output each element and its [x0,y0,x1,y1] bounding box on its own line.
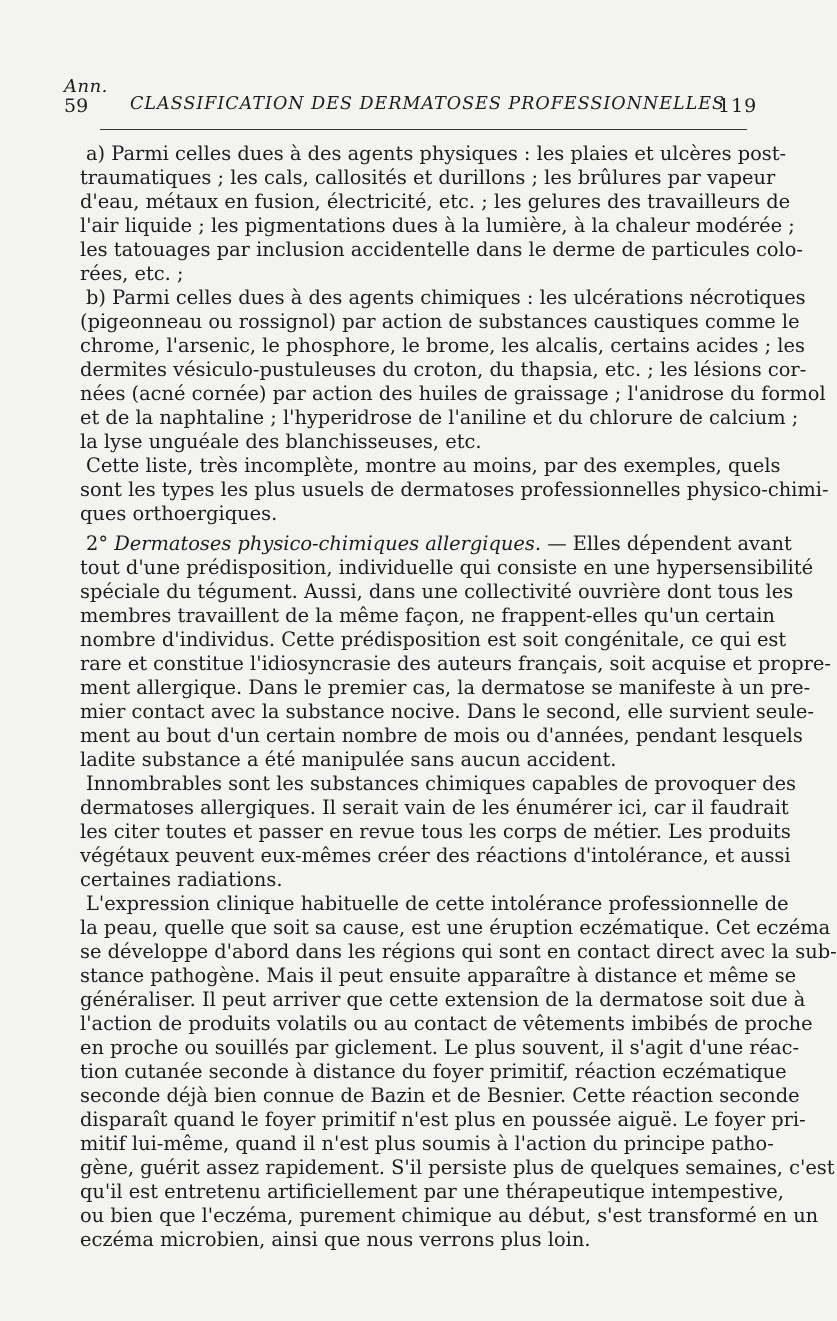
text-line: dermatoses allergiques. Il serait vain de les énumérer ici, car il faudrait [80,796,789,819]
journal-abbreviation: Ann. [64,76,108,97]
text-line: rées, etc. ; [80,262,184,285]
volume-number: 59 [64,95,89,117]
text-line: ou bien que l'eczéma, purement chimique au début, s'est transformé en un [80,1204,819,1227]
text-line: mier contact avec la substance nocive. Dans le second, elle survient seule- [80,700,814,723]
text-line: tout d'une prédisposition, individuelle qui consiste en une hypersensibilité [80,556,814,579]
text-line: la peau, quelle que soit sa cause, est une éruption eczématique. Cet eczéma [80,916,831,939]
text-line: rare et constitue l'idiosyncrasie des auteurs français, soit acquise et propre- [80,652,831,675]
text-line: végétaux peuvent eux-mêmes créer des réactions d'intolérance, et aussi [80,844,791,867]
text-line: nombre d'individus. Cette prédisposition est soit congénitale, ce qui est [80,628,787,651]
text-line: Cette liste, très incomplète, montre au moins, par des exemples, quels [86,454,781,477]
text-line: ment au bout d'un certain nombre de mois ou d'années, pendant lesquels [80,724,803,747]
text-line: chrome, l'arsenic, le phosphore, le brome, les alcalis, certains acides ; les [80,334,805,357]
text-line: stance pathogène. Mais il peut ensuite apparaître à distance et même se [80,964,797,987]
section-heading: Dermatoses physico-chimiques allergiques. [114,532,542,555]
text-line: généraliser. Il peut arriver que cette extension de la dermatose soit due à [80,988,806,1011]
section-number: 2° [86,532,109,555]
text-line: et de la naphtaline ; l'hyperidrose de l'aniline et du chlorure de calcium ; [80,406,799,429]
text-line: a) Parmi celles dues à des agents physiques : les plaies et ulcères post- [86,142,787,165]
text-line: tion cutanée seconde à distance du foyer primitif, réaction eczématique [80,1060,787,1083]
text-line: d'eau, métaux en fusion, électricité, etc. ; les gelures des travailleurs de [80,190,791,213]
text-line: les tatouages par inclusion accidentelle dans le derme de particules colo- [80,238,803,261]
text-line: (pigeonneau ou rossignol) par action de substances caustiques comme le [80,310,800,333]
running-title: CLASSIFICATION DES DERMATOSES PROFESSIONNELLES [130,94,725,114]
text-line: l'action de produits volatils ou au contact de vêtements imbibés de proche [80,1012,813,1035]
text-line: membres travaillent de la même façon, ne frappent-elles qu'un certain [80,604,775,627]
text-line: sont les types les plus usuels de dermatoses professionnelles physico-chimi- [80,478,829,501]
text-line: nées (acné cornée) par action des huiles de graissage ; l'anidrose du formol [80,382,826,405]
text-line: les citer toutes et passer en revue tous les corps de métier. Les produits [80,820,791,843]
text-line: en proche ou souillés par giclement. Le plus souvent, il s'agit d'une réac- [80,1036,800,1059]
text-line: la lyse unguéale des blanchisseuses, etc. [80,430,482,453]
section-heading-line [80,532,792,556]
page-number: 119 [718,95,758,117]
text-line: ladite substance a été manipulée sans aucun accident. [80,748,617,771]
text-line: traumatiques ; les cals, callosités et durillons ; les brûlures par vapeur [80,166,776,189]
text-line: ment allergique. Dans le premier cas, la dermatose se manifeste à un pre- [80,676,811,699]
text-line: eczéma microbien, ainsi que nous verrons plus loin. [80,1228,591,1251]
text-line: seconde déjà bien connue de Bazin et de Besnier. Cette réaction seconde [80,1084,800,1107]
text-line: certaines radiations. [80,868,283,891]
text-line: spéciale du tégument. Aussi, dans une collectivité ouvrière dont tous les [80,580,794,603]
text-line: disparaît quand le foyer primitif n'est plus en poussée aiguë. Le foyer pri- [80,1108,806,1131]
text-line: b) Parmi celles dues à des agents chimiques : les ulcérations nécrotiques [86,286,806,309]
text-line: mitif lui-même, quand il n'est plus soumis à l'action du principe patho- [80,1132,774,1155]
text-line: L'expression clinique habituelle de cette intolérance professionnelle de [86,892,789,915]
text-line: dermites vésiculo-pustuleuses du croton, du thapsia, etc. ; les lésions cor- [80,358,807,381]
header-rule [100,129,747,130]
text-line: Innombrables sont les substances chimiques capables de provoquer des [86,772,797,795]
section-heading-continuation: — Elles dépendent avant [547,532,792,555]
text-line: l'air liquide ; les pigmentations dues à la lumière, à la chaleur modérée ; [80,214,795,237]
text-line: qu'il est entretenu artificiellement par une thérapeutique intempestive, [80,1180,784,1203]
text-line: se développe d'abord dans les régions qui sont en contact direct avec la sub- [80,940,837,963]
text-line: gène, guérit assez rapidement. S'il persiste plus de quelques semaines, c'est [80,1156,835,1179]
text-line: ques orthoergiques. [80,502,278,525]
